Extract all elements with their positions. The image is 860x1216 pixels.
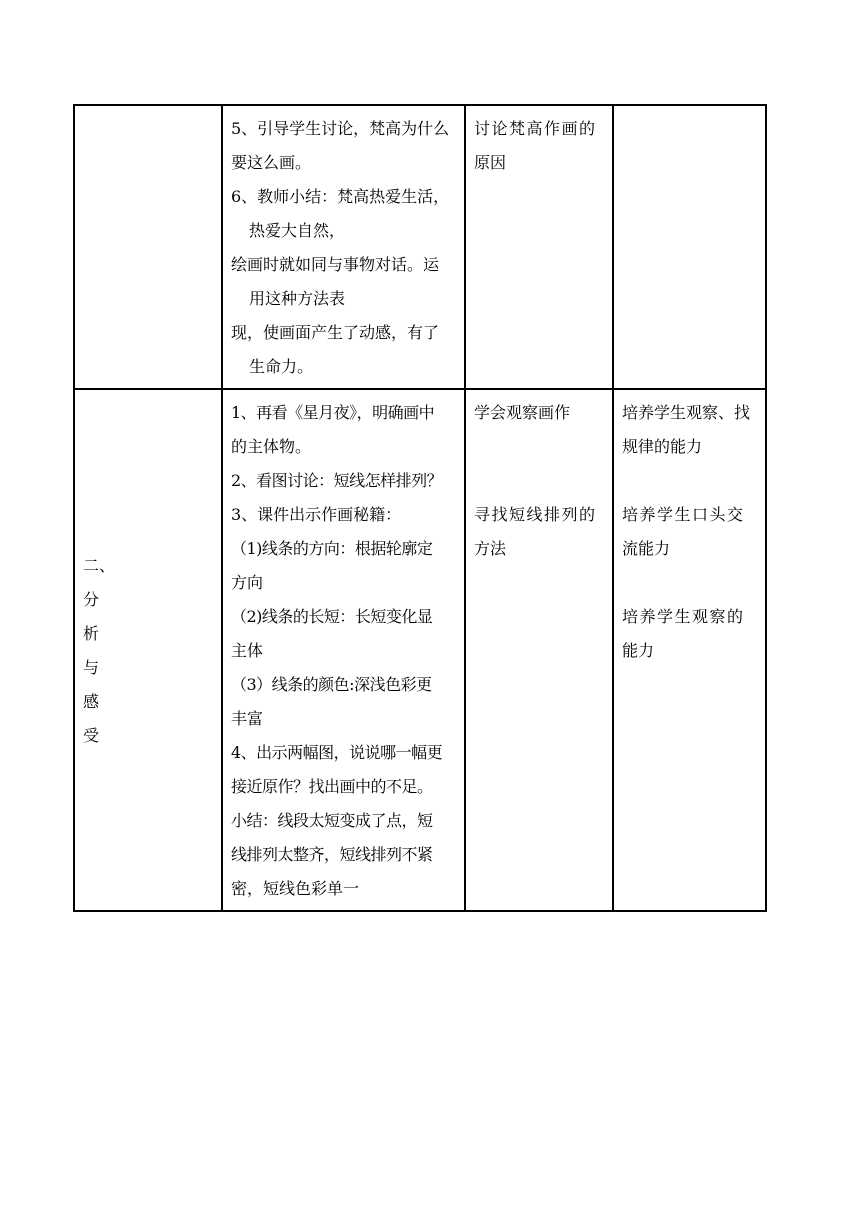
activity-line: 线排列太整齐，短线排列不紧 xyxy=(231,845,433,864)
activity-line: 的主体物。 xyxy=(231,437,312,456)
student-line: 原因 xyxy=(474,153,507,172)
purpose-cell xyxy=(613,389,766,911)
activity-line: 2、看图讨论：短线怎样排列？ xyxy=(231,471,443,490)
purpose-line: 能力 xyxy=(622,641,655,660)
activity-line: 主体 xyxy=(231,641,264,660)
purpose-line: 规律的能力 xyxy=(622,437,703,456)
activity-line: （1)线条的方向：根据轮廓定 xyxy=(231,539,433,558)
stage-cell xyxy=(74,105,222,389)
student-activity-cell xyxy=(465,105,613,389)
student-activity-cell xyxy=(465,389,613,911)
stage-label: 析 xyxy=(83,624,100,643)
table-row xyxy=(74,389,766,911)
activity-line: （2)线条的长短：长短变化显 xyxy=(231,607,433,626)
purpose-line: 培养学生观察、找 xyxy=(622,403,751,422)
student-line: 学会观察画作 xyxy=(474,403,571,422)
activity-line: 绘画时就如同与事物对话。运 xyxy=(231,255,440,274)
activity-line: 1、再看《星月夜》，明确画中 xyxy=(231,403,435,422)
stage-label: 受 xyxy=(83,726,100,745)
activity-line: 6、教师小结：梵高热爱生活， xyxy=(231,187,450,206)
activity-line: 现，使画面产生了动感，有了 xyxy=(231,323,440,342)
stage-label: 与 xyxy=(83,658,100,677)
teacher-activity-cell xyxy=(222,105,465,389)
purpose-line: 培养学生观察的 xyxy=(622,607,745,626)
stage-cell xyxy=(74,389,222,911)
purpose-cell xyxy=(613,105,766,389)
activity-line: 接近原作？找出画中的不足。 xyxy=(231,777,433,796)
activity-line: 3、课件出示作画秘籍： xyxy=(231,505,402,524)
stage-label: 二、 xyxy=(83,556,116,575)
teacher-activity-cell xyxy=(222,389,465,911)
activity-line: 要这么画。 xyxy=(231,153,312,172)
activity-line: 密，短线色彩单一 xyxy=(231,879,360,898)
student-line: 讨论梵高作画的 xyxy=(474,119,597,138)
activity-line: 丰富 xyxy=(231,709,264,728)
stage-label: 分 xyxy=(83,590,100,609)
student-line: 方法 xyxy=(474,539,507,558)
activity-line: 用这种方法表 xyxy=(249,289,346,308)
activity-line: （3）线条的颜色:深浅色彩更 xyxy=(231,675,432,694)
stage-label: 感 xyxy=(83,692,100,711)
purpose-line: 培养学生口头交 xyxy=(622,505,745,524)
activity-line: 4、出示两幅图，说说哪一幅更 xyxy=(231,743,443,762)
activity-line: 方向 xyxy=(231,573,264,592)
lesson-plan-table xyxy=(73,104,767,912)
table-row xyxy=(74,105,766,389)
activity-line: 热爱大自然， xyxy=(249,221,346,240)
purpose-line: 流能力 xyxy=(622,539,671,558)
student-line: 寻找短线排列的 xyxy=(474,505,597,524)
activity-line: 5、引导学生讨论，梵高为什么 xyxy=(231,119,450,138)
activity-line: 小结：线段太短变成了点，短 xyxy=(231,811,433,830)
activity-line: 生命力。 xyxy=(249,357,314,376)
